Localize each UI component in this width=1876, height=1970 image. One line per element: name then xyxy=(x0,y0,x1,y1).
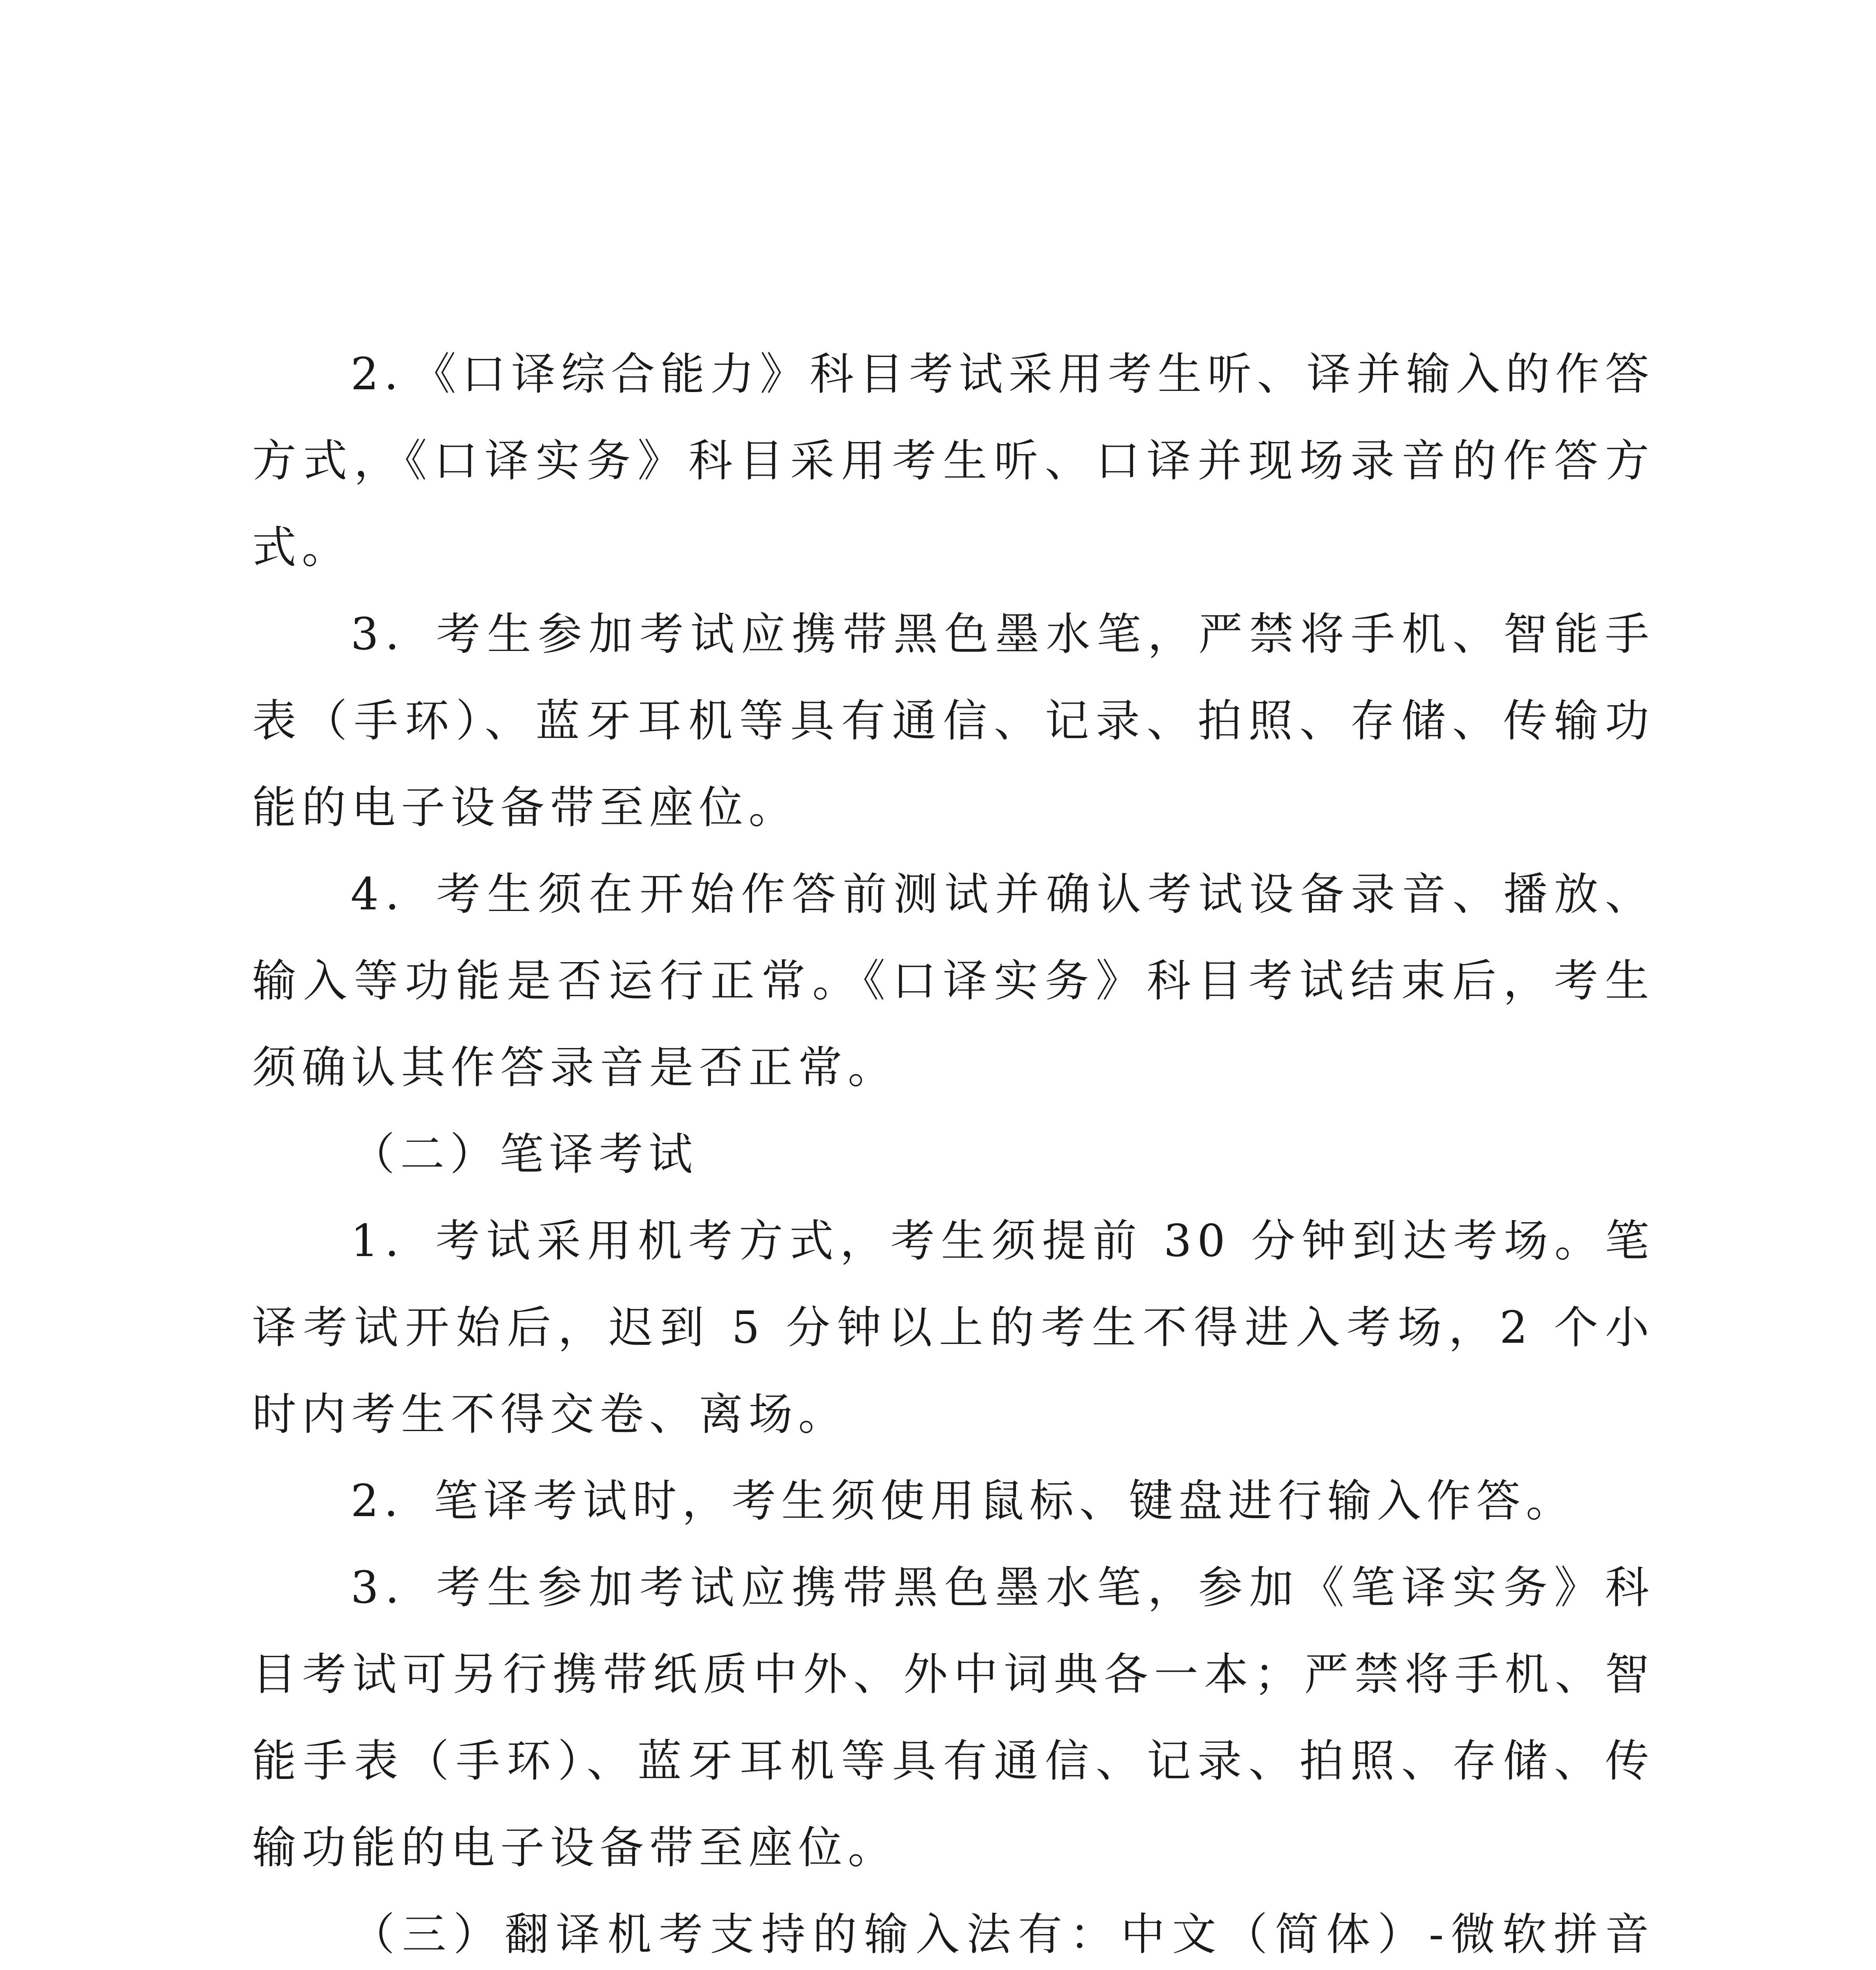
section-heading-translation: （二）笔译考试 xyxy=(351,1129,698,1180)
paragraph-translation-2: 2．笔译考试时，考生须使用鼠标、键盘进行输入作答。 xyxy=(351,1476,1576,1527)
paragraph-interpretation-3: 3．考生参加考试应携带黑色墨水笔，严禁将手机、智能手表（手环）、蓝牙耳机等具有通信、记录、拍照、存储、传输功能的电子设备带至座位。 xyxy=(252,609,1655,833)
paragraph-input-methods: （三）翻译机考支持的输入法有：中文（简体）-微软拼音 xyxy=(351,1909,1655,1960)
paragraph-interpretation-2: 2．《口译综合能力》科目考试采用考生听、译并输入的作答方式，《口译实务》科目采用考生听、口译并现场录音的作答方式。 xyxy=(252,349,1655,573)
paragraph-translation-1: 1．考试采用机考方式，考生须提前 30 分钟到达考场。笔译考试开始后，迟到 5 分钟以上的考生不得进入考场，2 个小时内考生不得交卷、离场。 xyxy=(252,1215,1655,1440)
body-text xyxy=(252,331,1655,1970)
paragraph-interpretation-4: 4．考生须在开始作答前测试并确认考试设备录音、播放、输入等功能是否运行正常。《口译实务》科目考试结束后，考生须确认其作答录音是否正常。 xyxy=(252,869,1655,1093)
paragraph-translation-3: 3．考生参加考试应携带黑色墨水笔，参加《笔译实务》科目考试可另行携带纸质中外、外中词典各一本；严禁将手机、智能手表（手环）、蓝牙耳机等具有通信、记录、拍照、存储、传输功能的电子设备带至座位。 xyxy=(252,1562,1655,1873)
